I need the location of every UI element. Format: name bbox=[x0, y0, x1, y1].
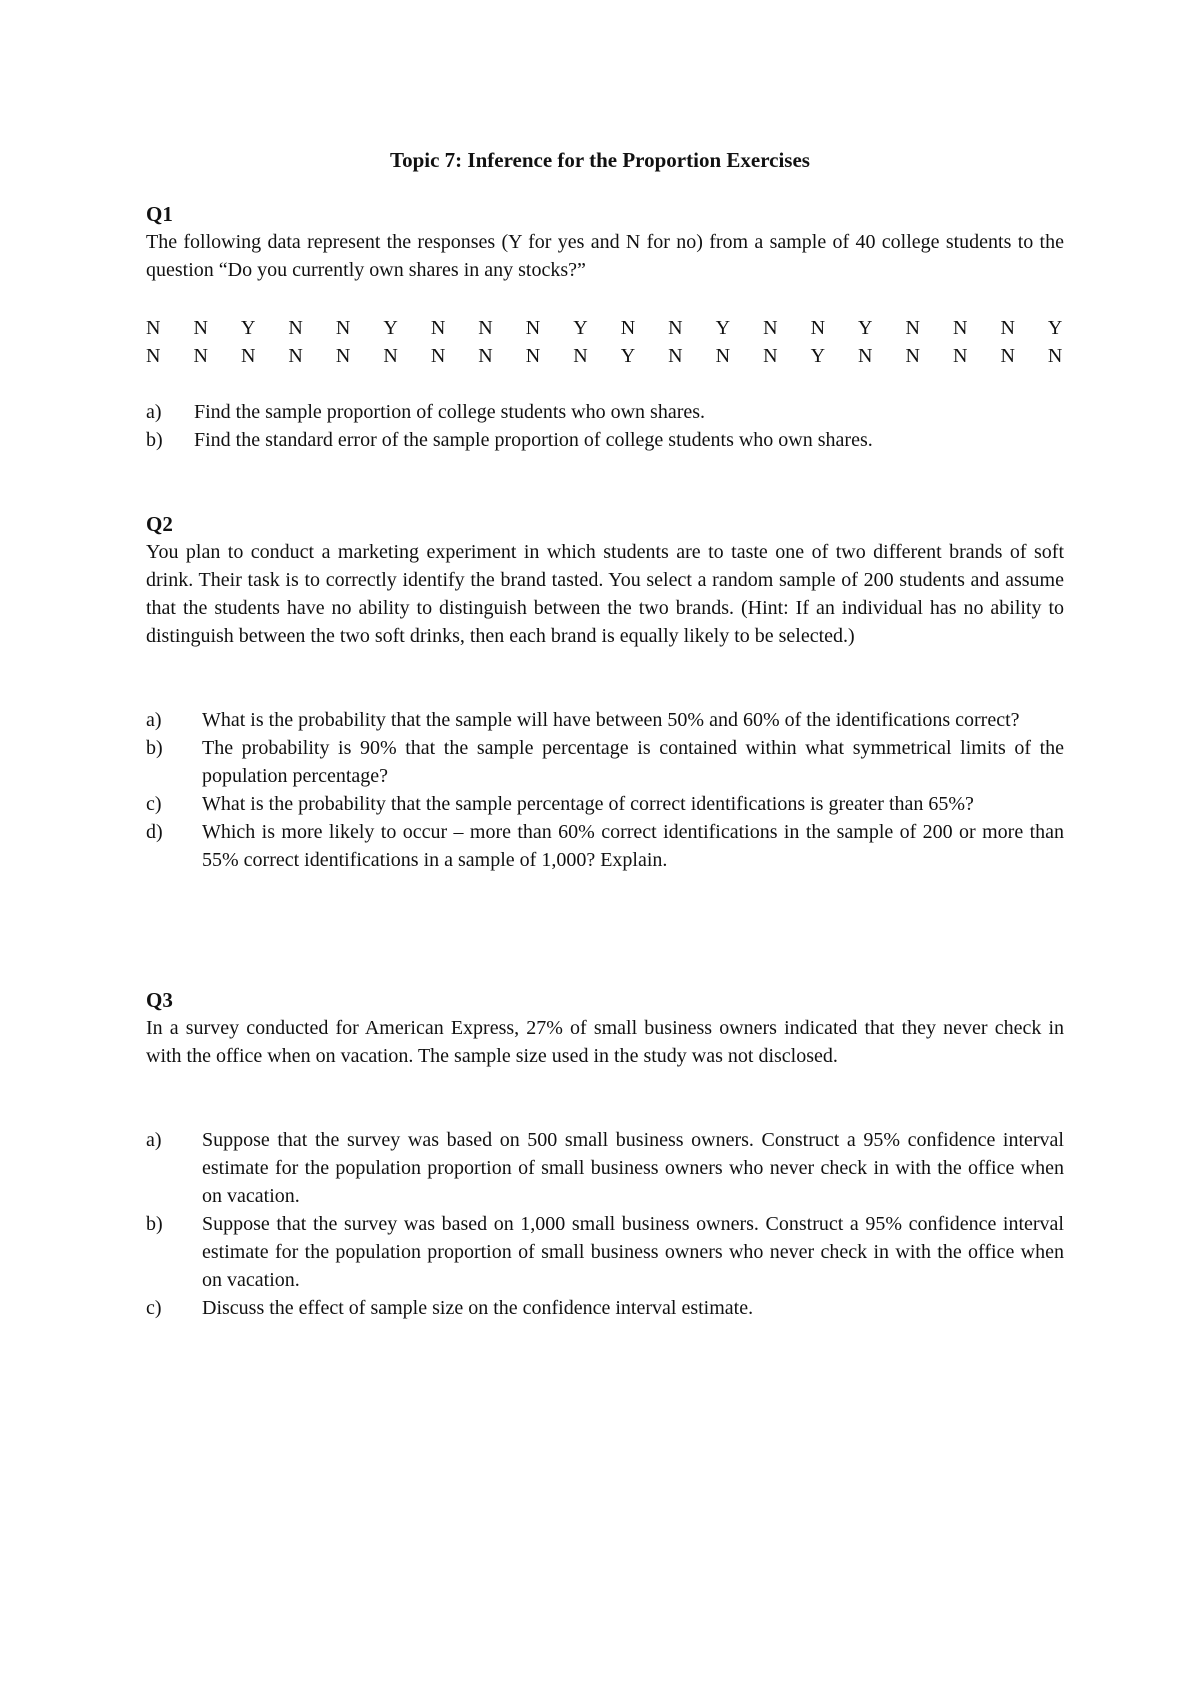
data-cell: N bbox=[668, 317, 683, 339]
data-cell: N bbox=[810, 317, 826, 339]
data-cell: N bbox=[525, 345, 541, 367]
data-cell: N bbox=[240, 345, 256, 367]
item-label: a) bbox=[146, 1129, 162, 1151]
data-cell: Y bbox=[620, 345, 636, 367]
data-cell: N bbox=[763, 345, 778, 367]
item-text: Discuss the effect of sample size on the confidence interval estimate. bbox=[202, 1297, 754, 1319]
q1-data-row-2 bbox=[146, 342, 1066, 370]
data-cell: Y bbox=[810, 345, 826, 367]
item-text: Which is more likely to occur – more than 60% correct identifications in the sample of 200 or more than 55% correct identifications in a sample of 1,000? Explain. bbox=[202, 821, 1064, 871]
data-cell: N bbox=[335, 317, 351, 339]
item-label: a) bbox=[146, 401, 162, 423]
data-cell: N bbox=[335, 345, 351, 367]
item-label: a) bbox=[146, 709, 162, 731]
item-label: b) bbox=[146, 737, 163, 759]
data-cell: N bbox=[763, 317, 778, 339]
data-cell: N bbox=[146, 317, 161, 339]
item-label: c) bbox=[146, 793, 162, 815]
item-text: What is the probability that the sample will have between 50% and 60% of the identifications correct? bbox=[202, 709, 1020, 731]
data-cell: N bbox=[715, 345, 731, 367]
q2-label: Q2 bbox=[146, 512, 173, 536]
data-cell: N bbox=[478, 345, 493, 367]
q1-label: Q1 bbox=[146, 202, 173, 226]
data-cell: N bbox=[193, 345, 208, 367]
item-label: b) bbox=[146, 429, 163, 451]
data-cell: N bbox=[383, 345, 398, 367]
q1-data-grid bbox=[146, 314, 1066, 370]
data-cell: Y bbox=[715, 317, 731, 339]
item-text: Find the standard error of the sample proportion of college students who own shares. bbox=[194, 429, 873, 451]
item-label: b) bbox=[146, 1213, 163, 1235]
data-cell: N bbox=[858, 345, 873, 367]
data-cell: N bbox=[525, 317, 541, 339]
data-cell: N bbox=[905, 317, 920, 339]
data-cell: N bbox=[905, 345, 920, 367]
list-item bbox=[146, 1126, 1064, 1210]
item-text: Suppose that the survey was based on 1,000 small business owners. Construct a 95% confidence interval estimate for the population proportion of small business owners who never check in with the office when on vacation. bbox=[202, 1213, 1064, 1291]
item-label: d) bbox=[146, 821, 163, 843]
q1-items bbox=[146, 398, 1064, 454]
data-cell: Y bbox=[573, 317, 588, 339]
data-cell: N bbox=[1000, 345, 1015, 367]
data-cell: N bbox=[288, 345, 303, 367]
page-title: Topic 7: Inference for the Proportion Exercises bbox=[390, 148, 810, 172]
q3-label: Q3 bbox=[146, 988, 173, 1012]
data-cell: N bbox=[478, 317, 493, 339]
list-item bbox=[146, 1210, 1064, 1294]
q3-intro: In a survey conducted for American Express, 27% of small business owners indicated that they never check in with the office when on vacation. The sample size used in the study was not disclosed. bbox=[146, 1017, 1064, 1067]
q1-intro: The following data represent the responses (Y for yes and N for no) from a sample of 40 college students to the question “Do you currently own shares in any stocks?” bbox=[146, 231, 1064, 281]
data-cell: Y bbox=[1047, 317, 1063, 339]
list-item bbox=[146, 818, 1064, 874]
list-item bbox=[146, 734, 1064, 790]
list-item bbox=[146, 790, 1064, 818]
item-text: What is the probability that the sample percentage of correct identifications is greater than 65%? bbox=[202, 793, 974, 815]
data-cell: Y bbox=[240, 317, 256, 339]
list-item bbox=[146, 706, 1064, 734]
list-item bbox=[146, 1294, 1064, 1322]
data-cell: N bbox=[193, 317, 208, 339]
data-cell: N bbox=[620, 317, 636, 339]
list-item bbox=[146, 426, 1064, 454]
item-label: c) bbox=[146, 1297, 162, 1319]
data-cell: Y bbox=[383, 317, 398, 339]
data-cell: N bbox=[1047, 345, 1063, 367]
data-cell: N bbox=[573, 345, 588, 367]
list-item bbox=[146, 398, 1064, 426]
item-text: Suppose that the survey was based on 500 small business owners. Construct a 95% confidence interval estimate for the population proportion of small business owners who never check in with the office when on vacation. bbox=[202, 1129, 1064, 1207]
data-cell: N bbox=[952, 317, 968, 339]
q1-data-row-1 bbox=[146, 314, 1066, 342]
item-text: Find the sample proportion of college students who own shares. bbox=[194, 401, 706, 423]
item-text: The probability is 90% that the sample percentage is contained within what symmetrical limits of the population percentage? bbox=[202, 737, 1064, 787]
data-cell: N bbox=[288, 317, 303, 339]
q2-intro: You plan to conduct a marketing experiment in which students are to taste one of two different brands of soft drink. Their task is to correctly identify the brand tasted. You select a random sample of 200 students and assume that the students have no ability to distinguish between the two brands. (Hint: If an individual has no ability to distinguish between the two soft drinks, then each brand is equally likely to be selected.) bbox=[146, 541, 1064, 647]
q2-items bbox=[146, 706, 1064, 874]
data-cell: N bbox=[668, 345, 683, 367]
data-cell: N bbox=[430, 317, 446, 339]
q3-items bbox=[146, 1126, 1064, 1322]
data-cell: N bbox=[952, 345, 968, 367]
data-cell: N bbox=[430, 345, 446, 367]
data-cell: N bbox=[1000, 317, 1015, 339]
data-cell: Y bbox=[858, 317, 873, 339]
data-cell: N bbox=[146, 345, 161, 367]
